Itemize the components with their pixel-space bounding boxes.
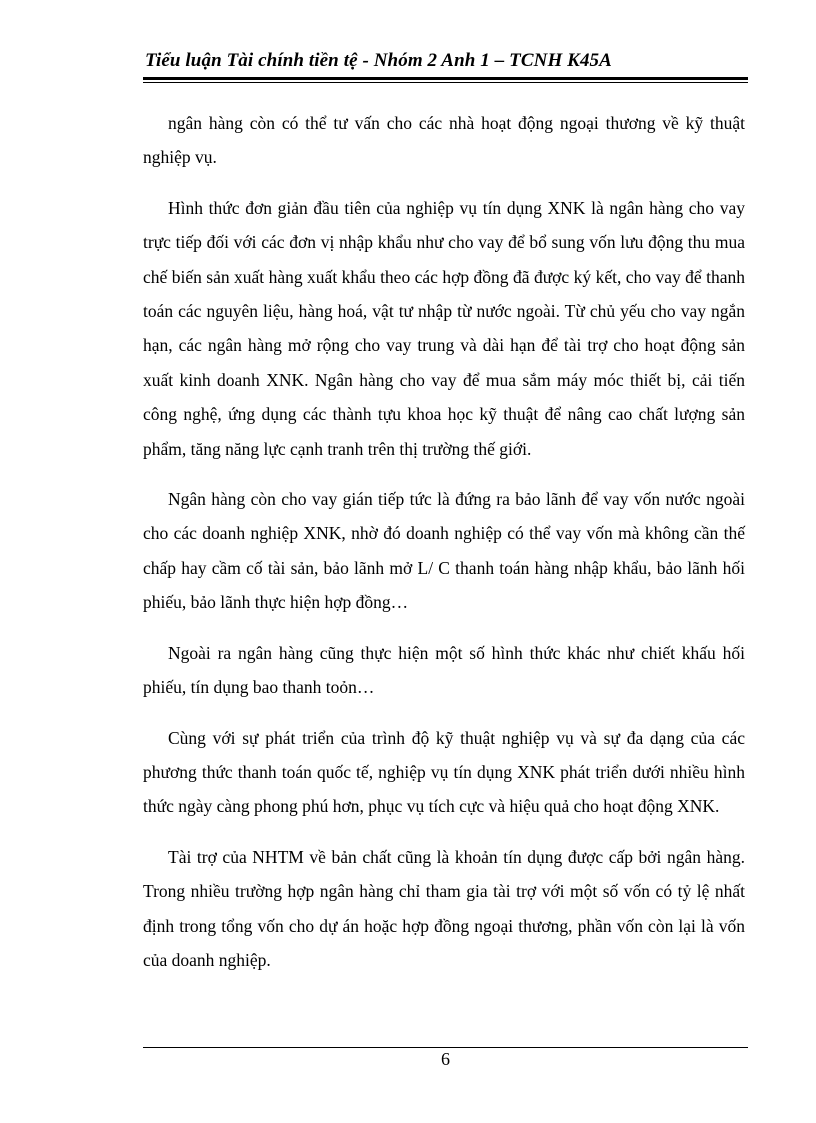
document-body	[143, 106, 745, 993]
header-rule-thin	[143, 82, 748, 83]
paragraph-3: Ngân hàng còn cho vay gián tiếp tức là đứng ra bảo lãnh để vay vốn nước ngoài cho các doanh nghiệp XNK, nhờ đó doanh nghiệp có thể vay vốn mà không cần thế chấp hay cầm cố tài sản, bảo lãnh mở L/ C thanh toán hàng nhập khẩu, bảo lãnh hối phiếu, bảo lãnh thực hiện hợp đồng…	[143, 489, 745, 613]
paragraph-6: Tài trợ của NHTM về bản chất cũng là khoản tín dụng được cấp bởi ngân hàng. Trong nhiều trường hợp ngân hàng chỉ tham gia tài trợ với một số vốn có tỷ lệ nhất định trong tổng vốn cho dự án hoặc hợp đồng ngoại thương, phần vốn còn lại là vốn của doanh nghiệp.	[143, 846, 745, 970]
page-number: 6	[441, 1049, 450, 1069]
paragraph-4: Ngoài ra ngân hàng cũng thực hiện một số hình thức khác như chiết khấu hối phiếu, tín dụng bao thanh toỏn…	[143, 642, 745, 698]
footer-rule	[143, 1047, 748, 1048]
paragraph-5: Cùng với sự phát triển của trình độ kỹ thuật nghiệp vụ và sự đa dạng của các phương thức thanh toán quốc tế, nghiệp vụ tín dụng XNK phát triển dưới nhiều hình thức ngày càng phong phú hơn, phục vụ tích cực và hiệu quả cho hoạt động XNK.	[143, 727, 745, 817]
header-title: Tiểu luận Tài chính tiền tệ - Nhóm 2 Anh 1 – TCNH K45A	[145, 50, 612, 71]
header-rule-thick	[143, 77, 748, 80]
page-header	[143, 50, 748, 84]
paragraph-2: Hình thức đơn giản đầu tiên của nghiệp vụ tín dụng XNK là ngân hàng cho vay trực tiếp đối với các đơn vị nhập khẩu như cho vay để bổ sung vốn lưu động thu mua chế biến sản xuất hàng xuất khẩu theo các hợp đồng đã được ký kết, cho vay để thanh toán các nguyên liệu, hàng hoá, vật tư nhập từ nước ngoài. Từ chủ yếu cho vay ngắn hạn, các ngân hàng mở rộng cho vay trung và dài hạn để tài trợ cho hoạt động sản xuất kinh doanh XNK. Ngân hàng cho vay để mua sắm máy móc thiết bị, cải tiến công nghệ, ứng dụng các thành tựu khoa học kỹ thuật để nâng cao chất lượng sản phẩm, tăng năng lực cạnh tranh trên thị trường thế giới.	[143, 197, 745, 459]
paragraph-1: ngân hàng còn có thể tư vấn cho các nhà hoạt động ngoại thương về kỹ thuật nghiệp vụ.	[143, 113, 745, 168]
